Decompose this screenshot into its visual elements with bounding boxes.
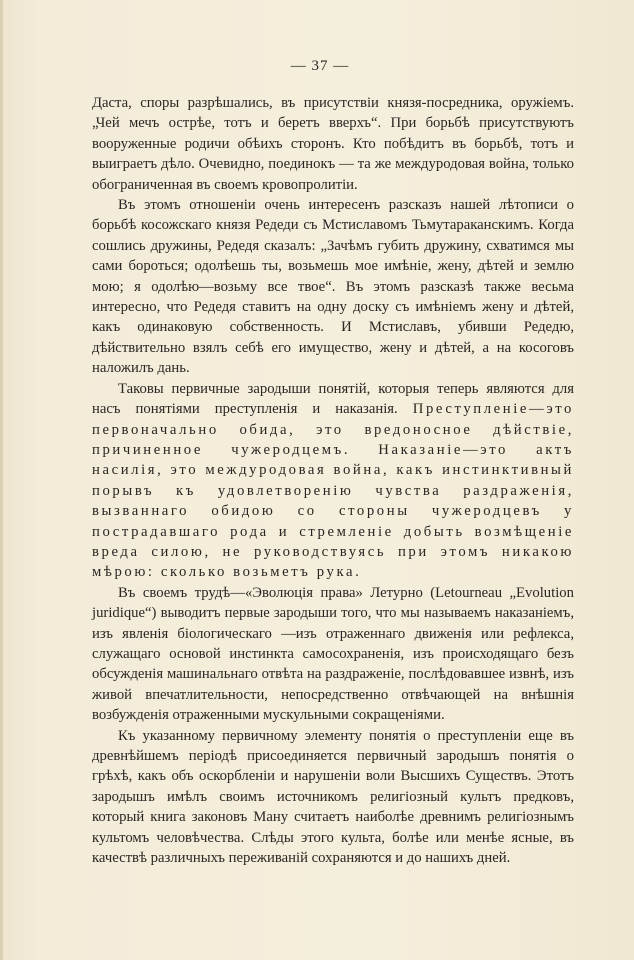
- body-text: [92, 93, 574, 868]
- paragraph: [92, 93, 574, 195]
- text-run: Даста, споры разрѣшались, въ присутствіи князя-посредника, оружіемъ. „Чей мечъ острѣе, тотъ и беретъ вверхъ“. При борьбѣ присутствуютъ вооруженные родичи обѣихъ сторонъ. Кто побѣдитъ въ борьбѣ, тотъ и выиграетъ дѣло. Очевидно, поединокъ — та же междуродовая война, только обограниченная въ своемъ кровопролитіи.: [92, 95, 574, 193]
- text-run: Къ указанному первичному элементу понятія о преступленіи еще въ древнѣйшемъ періодѣ присоединяется первичный зародышъ понятія о грѣхѣ, какъ объ оскорбленіи и нарушеніи воли Высшихъ Существъ. Этотъ зародышъ имѣлъ своимъ источникомъ религіозный культъ предковъ, который книга законовъ Ману считаетъ наиболѣе древнимъ религіознымъ культомъ человѣчества. Слѣды этого культа, болѣе или менѣе ясные, въ качествѣ различныхъ переживаній сохраняются и до нашихъ дней.: [92, 727, 574, 867]
- text-run: Въ этомъ отношеніи очень интересенъ разсказъ нашей лѣтописи о борьбѣ косожскаго князя Редеди съ Мстиславомъ Тьмутараканскимъ. Когда сошлись дружины, Редедя сказалъ: „Зачѣмъ губить дружину, схватимся мы сами бороться; одолѣешь ты, возьмешь мое имѣніе, жену, дѣтей и землю мою; я одолѣю—возьму все твое“. Въ этомъ разсказѣ также весьма интересно, что Редедя ставитъ на одну доску съ имѣніемъ жену и дѣтей, какъ одинаковую собственность. И Мстиславъ, убивши Редедю, дѣйствительно взялъ себѣ его имущество, жену и дѣтей, а на косоговъ наложилъ дань.: [92, 197, 574, 377]
- spaced-text-run: Преступленіе—это первоначально обида, это вредоносное дѣйствіе, причиненное чужеродцемъ. Наказаніе—это актъ насилія, это междуродовая война, какъ инстинктивный порывъ къ удовлетворенію чувства раздраженія, вызваннаго обидою со стороны чужеродцевъ у пострадавшаго рода и стремленіе добыть возмѣщеніе вреда силою, не руководствуясь при этомъ никакою мѣрою: сколько возьметъ рука.: [92, 401, 574, 581]
- text-run: Таковы первичные зародыши понятій, которыя теперь являются для насъ понятіями преступленія и наказанія.: [92, 380, 574, 418]
- text-run: Въ своемъ трудѣ—«Эволюція права» Летурно (Letourneau „Evolution juridique“) выводитъ первые зародыши того, что мы называемъ наказаніемъ, изъ явленія біологическаго —изъ отраженнаго движенія или рефлекса, служащаго основой инстинкта самосохраненія, изъ происходящаго безъ обсужденія машинальнаго отвѣта на раздраженіе, послѣдовавшее извнѣ, изъ живой впечатлительности, непосредственно отвѣчающей на внѣшнія возбужденія отраженными мускульными сокращеніями.: [92, 584, 574, 724]
- paragraph: [92, 583, 574, 726]
- paragraph: [92, 379, 574, 583]
- paragraph: [92, 195, 574, 379]
- page-number: — 37 —: [290, 58, 350, 74]
- paragraph: [92, 726, 574, 869]
